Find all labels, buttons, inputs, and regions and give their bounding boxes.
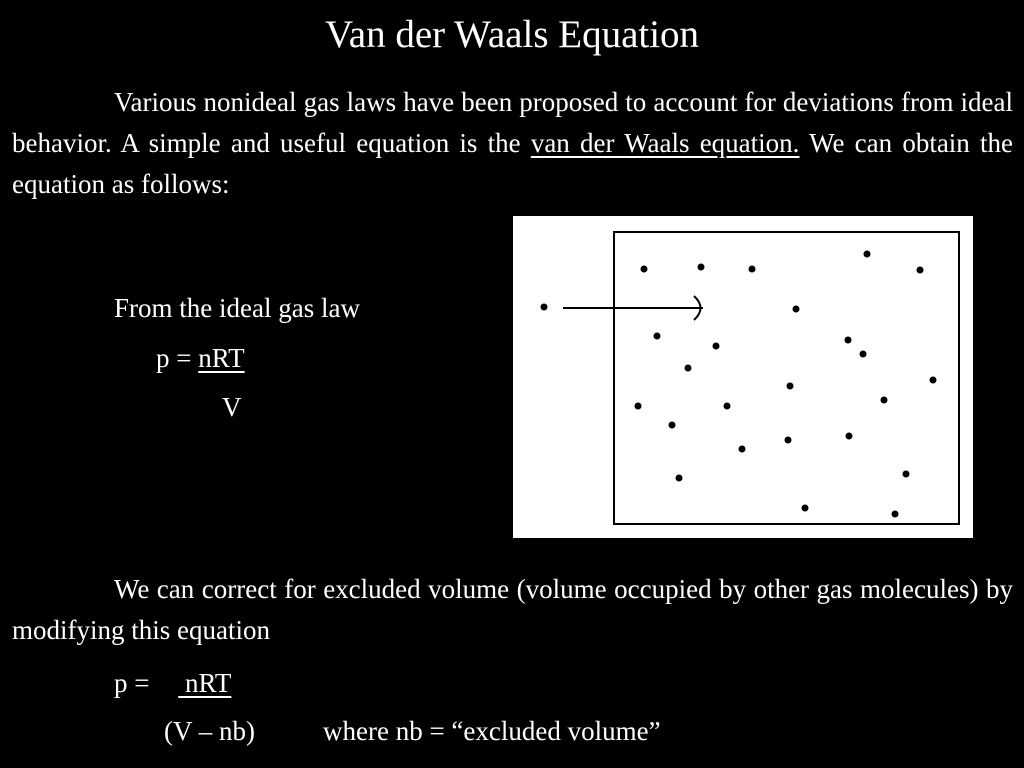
molecule-dot [845, 337, 852, 344]
molecule-dot [793, 306, 800, 313]
ideal-gas-law-heading: From the ideal gas law [114, 293, 360, 323]
intro-text-after: We can obtain the equation as follows: [12, 128, 1013, 199]
molecule-dot [903, 471, 910, 478]
slide-title: Van der Waals Equation [324, 13, 700, 56]
molecule-dot [724, 403, 731, 410]
molecule-dot [785, 437, 792, 444]
molecule-dot [892, 511, 899, 518]
molecule-dot [698, 264, 705, 271]
molecule-dot [654, 333, 661, 340]
molecule-dot [676, 475, 683, 482]
arrow-icon [563, 296, 703, 320]
molecule-dots [541, 251, 937, 518]
corrected-equation-lhs: p = [114, 668, 157, 698]
gas-container-figure [513, 216, 973, 538]
intro-paragraph [12, 82, 1013, 205]
molecule-dot [669, 422, 676, 429]
correction-paragraph [12, 569, 1013, 651]
van-der-waals-term: van der Waals equation. [530, 128, 800, 158]
molecule-dot [802, 505, 809, 512]
correction-text: We can correct for excluded volume (volume occupied by other gas molecules) by modifying this equation [12, 574, 1013, 645]
molecule-dot [846, 433, 853, 440]
intro-text-before: Various nonideal gas laws have been proposed to account for deviations from ideal behavior. A simple and useful equation is the [12, 87, 1013, 158]
molecule-dot [635, 403, 642, 410]
gas-molecules-diagram [513, 216, 973, 538]
molecule-dot [930, 377, 937, 384]
ideal-equation-row [156, 341, 245, 375]
molecule-dot [739, 446, 746, 453]
excluded-volume-note: where nb = “excluded volume” [323, 716, 661, 746]
molecule-dot [917, 267, 924, 274]
molecule-dot [787, 383, 794, 390]
ideal-equation-denominator: V [222, 392, 242, 422]
corrected-equation-row [114, 666, 231, 700]
molecule-dot [860, 351, 867, 358]
molecule-dot [881, 397, 888, 404]
molecule-dot [541, 304, 548, 311]
corrected-equation-numerator: nRT [178, 668, 232, 698]
corrected-equation-denominator: (V – nb) [164, 716, 255, 746]
molecule-dot [749, 266, 756, 273]
molecule-dot [713, 343, 720, 350]
ideal-equation-lhs: p = [156, 343, 199, 373]
molecule-dot [864, 251, 871, 258]
container-box [614, 232, 959, 524]
molecule-dot [685, 365, 692, 372]
ideal-equation-numerator: nRT [198, 343, 245, 373]
molecule-dot [641, 266, 648, 273]
